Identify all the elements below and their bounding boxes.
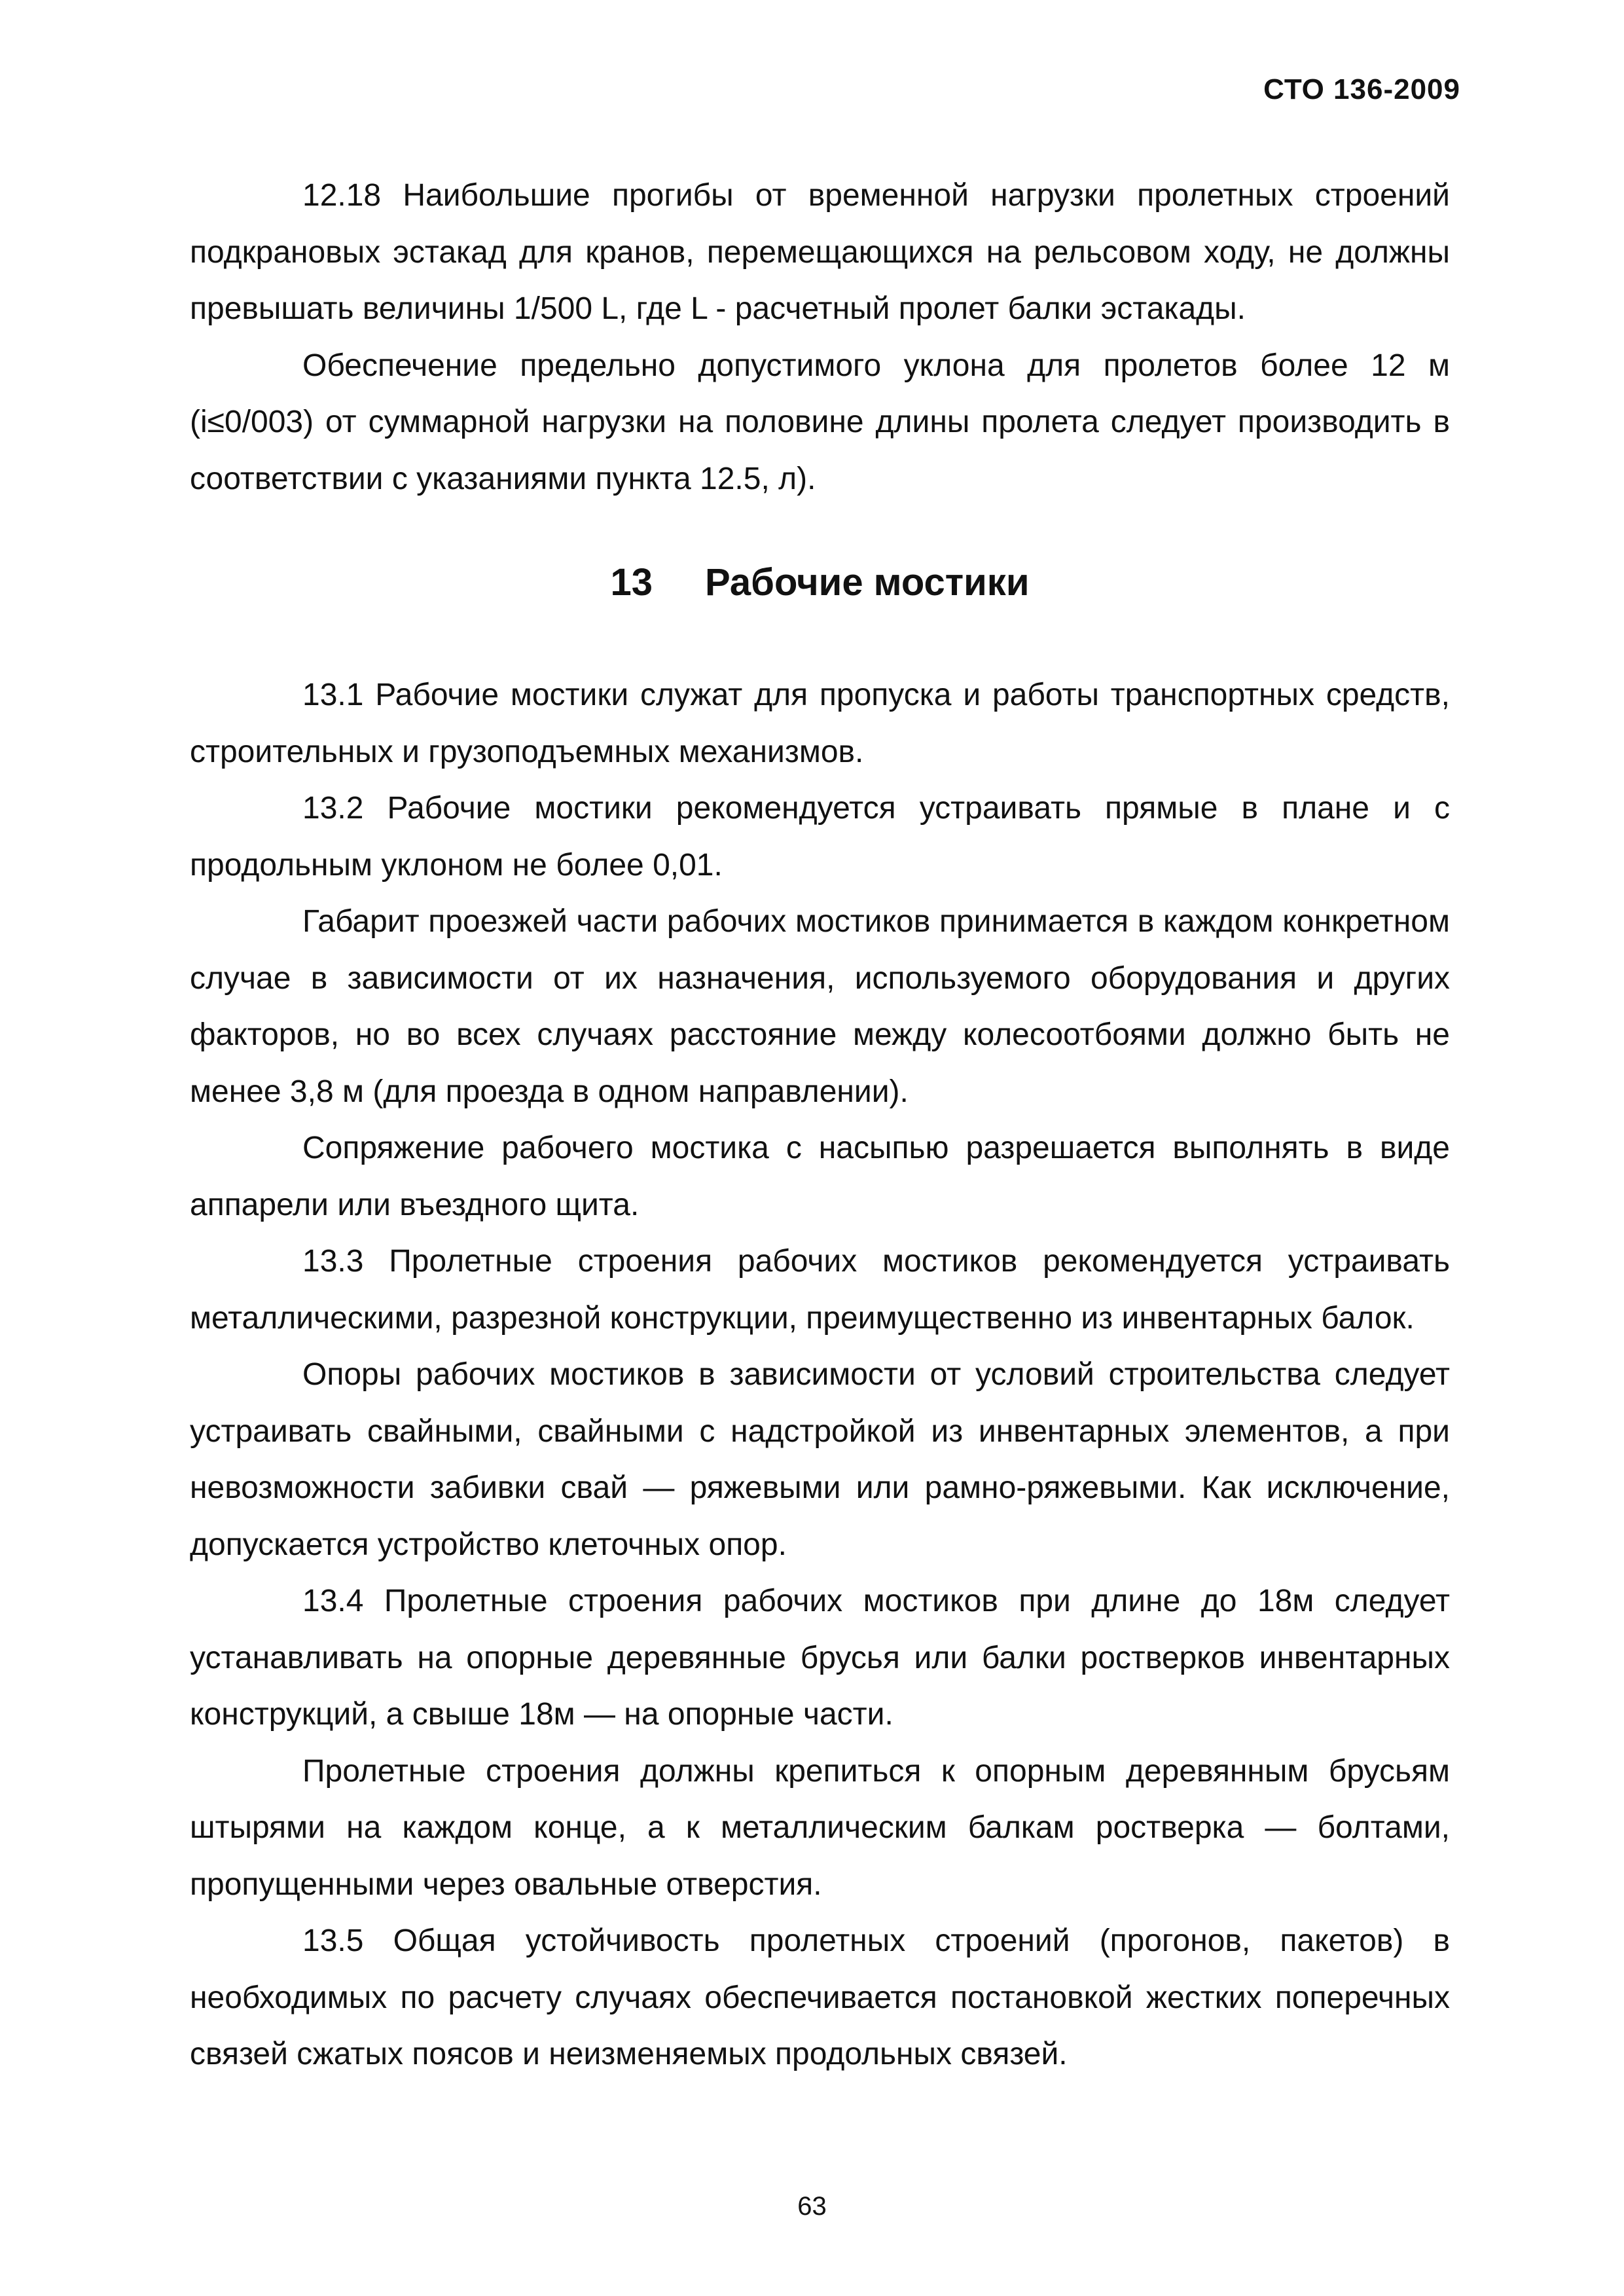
section-number: 13 bbox=[610, 561, 653, 604]
paragraph-12-18: 12.18 Наибольшие прогибы от временной нагрузки пролетных строений подкрановых эстакад для кранов, перемещающихся на рельсовом ходу, не должны превышать величины 1/500 L, где L - расчетный пролет балки эстакады. bbox=[190, 178, 1450, 326]
paragraph-13-4: 13.4 Пролетные строения рабочих мостиков при длине до 18м следует устанавливать на опорные деревянные брусья или балки ростверков инвентарных конструкций, а свыше 18м — на опорные части. bbox=[190, 1584, 1450, 1732]
paragraph-roadway-clearance: Габарит проезжей части рабочих мостиков принимается в каждом конкретном случае в зависимости от их назначения, используемого оборудования и других факторов, но во всех случаях расстояние между колесоотбоями должно быть не менее 3,8 м (для проезда в одном направлении). bbox=[190, 904, 1450, 1109]
paragraph-13-5: 13.5 Общая устойчивость пролетных строений (прогонов, пакетов) в необходимых по расчету случаях обеспечивается постановкой жестких поперечных связей сжатых поясов и неизменяемых продольных связей. bbox=[190, 1923, 1450, 2071]
paragraph-supports: Опоры рабочих мостиков в зависимости от условий строительства следует устраивать свайными, свайными с надстройкой из инвентарных элементов, а при невозможности забивки свай — ряжевыми или рамно-ряжевыми. Как исключение, допускается устройство клеточных опор. bbox=[190, 1357, 1450, 1562]
paragraph-fastening: Пролетные строения должны крепиться к опорным деревянным брусьям штырями на каждом конце, а к металлическим балкам ростверка — болтами, пропущенными через овальные отверстия. bbox=[190, 1753, 1450, 1902]
section-heading bbox=[190, 555, 1450, 611]
paragraph-slope-requirement: Обеспечение предельно допустимого уклона для пролетов более 12 м (i≤0/003) от суммарной нагрузки на половине длины пролета следует производить в соответствии с указаниями пункта 12.5, л). bbox=[190, 348, 1450, 496]
page-number: 63 bbox=[797, 2192, 827, 2221]
paragraph-embankment-junction: Сопряжение рабочего мостика с насыпью разрешается выполнять в виде аппарели или въездного щита. bbox=[190, 1131, 1450, 1222]
paragraph-13-2: 13.2 Рабочие мостики рекомендуется устраивать прямые в плане и с продольным уклоном не более 0,01. bbox=[190, 791, 1450, 883]
paragraph-13-1: 13.1 Рабочие мостики служат для пропуска и работы транспортных средств, строительных и грузоподъемных механизмов. bbox=[190, 678, 1450, 769]
paragraph-13-3: 13.3 Пролетные строения рабочих мостиков рекомендуется устраивать металлическими, разрезной конструкции, преимущественно из инвентарных балок. bbox=[190, 1244, 1450, 1336]
document-code: СТО 136-2009 bbox=[1263, 73, 1460, 105]
section-title: Рабочие мостики bbox=[705, 561, 1030, 604]
document-body bbox=[190, 168, 1450, 2083]
